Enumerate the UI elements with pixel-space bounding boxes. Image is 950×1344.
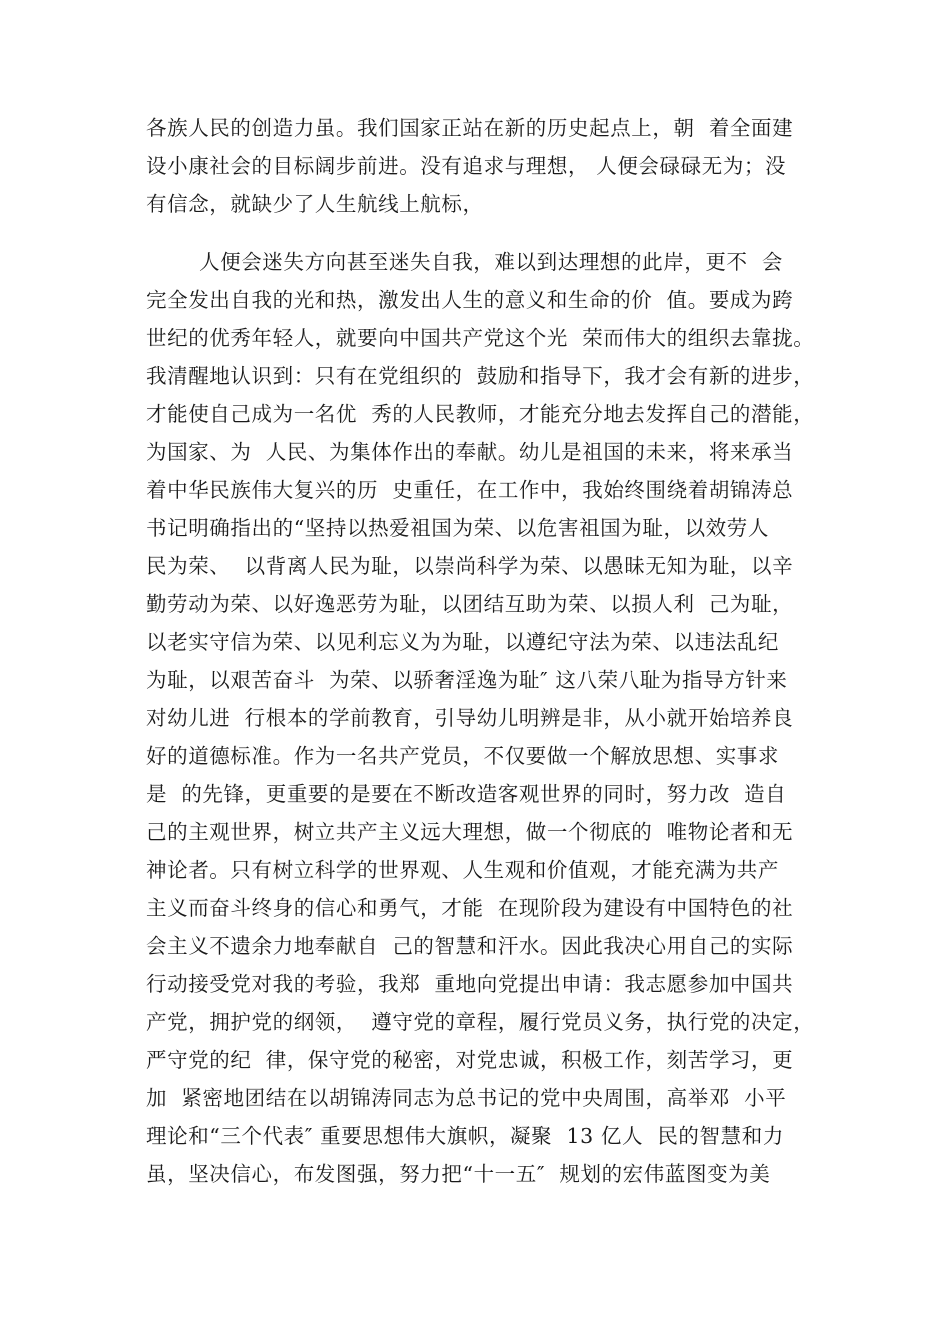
text-line: 主义而奋斗终身的信心和勇气，才能 在现阶段为建设有中国特色的社 bbox=[146, 896, 794, 920]
text-line: 勤劳动为荣、以好逸恶劳为耻，以团结互助为荣、以损人利 己为耻， bbox=[146, 592, 794, 616]
text-line: 神论者。只有树立科学的世界观、人生观和价值观，才能充满为共产 bbox=[146, 858, 779, 882]
text-line: 着中华民族伟大复兴的历 史重任，在工作中，我始终围绕着胡锦涛总 bbox=[146, 478, 794, 502]
text-line: 世纪的优秀年轻人，就要向中国共产党这个光 荣而伟大的组织去靠拢。 bbox=[146, 326, 815, 350]
text-line: 各族人民的创造力虽。我们国家正站在新的历史起点上，朝 着全面建 bbox=[146, 116, 794, 140]
text-line: 严守党的纪 律，保守党的秘密，对党忠诚，积极工作，刻苦学习，更 bbox=[146, 1048, 794, 1072]
text-line: 加 紧密地团结在以胡锦涛同志为总书记的党中央周围，高举邓 小平 bbox=[146, 1086, 787, 1110]
text-line: 是 的先锋，更重要的是要在不断改造客观世界的同时，努力改 造自 bbox=[146, 782, 787, 806]
text-line: 为耻，以艰苦奋斗 为荣、以骄奢淫逸为耻″ 这八荣八耻为指导方针来 bbox=[146, 668, 788, 692]
text-line: 产党，拥护党的纲领， 遵守党的章程，履行党员义务，执行党的决定， bbox=[146, 1010, 815, 1034]
text-line: 民为荣、 以背离人民为耻，以崇尚科学为荣、以愚昧无知为耻，以辛 bbox=[146, 554, 794, 578]
text-line: 有信念，就缺少了人生航线上航标， bbox=[146, 192, 484, 216]
text-line: 完全发出自我的光和热，激发出人生的意义和生命的价 值。要成为跨 bbox=[146, 288, 794, 312]
text-line: 书记明确指出的“坚持以热爱祖国为荣、以危害祖国为耻，以效劳人 bbox=[146, 516, 769, 540]
text-line: 才能使自己成为一名优 秀的人民教师，才能充分地去发挥自己的潜能， bbox=[146, 402, 815, 426]
text-line: 为国家、为 人民、为集体作出的奉献。幼儿是祖国的未来，将来承当 bbox=[146, 440, 794, 464]
text-line: 理论和“三个代表″ 重要思想伟大旗帜，凝聚 13 亿人 民的智慧和力 bbox=[146, 1124, 784, 1148]
text-line: 对幼儿进 行根本的学前教育，引导幼儿明辨是非，从小就开始培养良 bbox=[146, 706, 794, 730]
text-line: 行动接受党对我的考验，我郑 重地向党提出申请：我志愿参加中国共 bbox=[146, 972, 794, 996]
text-line: 会主义不遗余力地奉献自 己的智慧和汗水。因此我决心用自己的实际 bbox=[146, 934, 794, 958]
text-line: 我清醒地认识到：只有在党组织的 鼓励和指导下，我才会有新的进步， bbox=[146, 364, 815, 388]
text-line: 设小康社会的目标阔步前进。没有追求与理想， 人便会碌碌无为；没 bbox=[146, 154, 787, 178]
text-line: 虽，坚决信心，布发图强，努力把“十一五″ 规划的宏伟蓝图变为美 bbox=[146, 1162, 771, 1186]
text-line: 己的主观世界，树立共产主义远大理想，做一个彻底的 唯物论者和无 bbox=[146, 820, 794, 844]
paragraph-first-line: 人便会迷失方向甚至迷失自我，难以到达理想的此岸，更不 会 bbox=[199, 250, 783, 274]
text-line: 好的道德标准。作为一名共产党员，不仅要做一个解放思想、实事求 bbox=[146, 744, 779, 768]
text-line: 以老实守信为荣、以见利忘义为为耻，以遵纪守法为荣、以违法乱纪 bbox=[146, 630, 779, 654]
